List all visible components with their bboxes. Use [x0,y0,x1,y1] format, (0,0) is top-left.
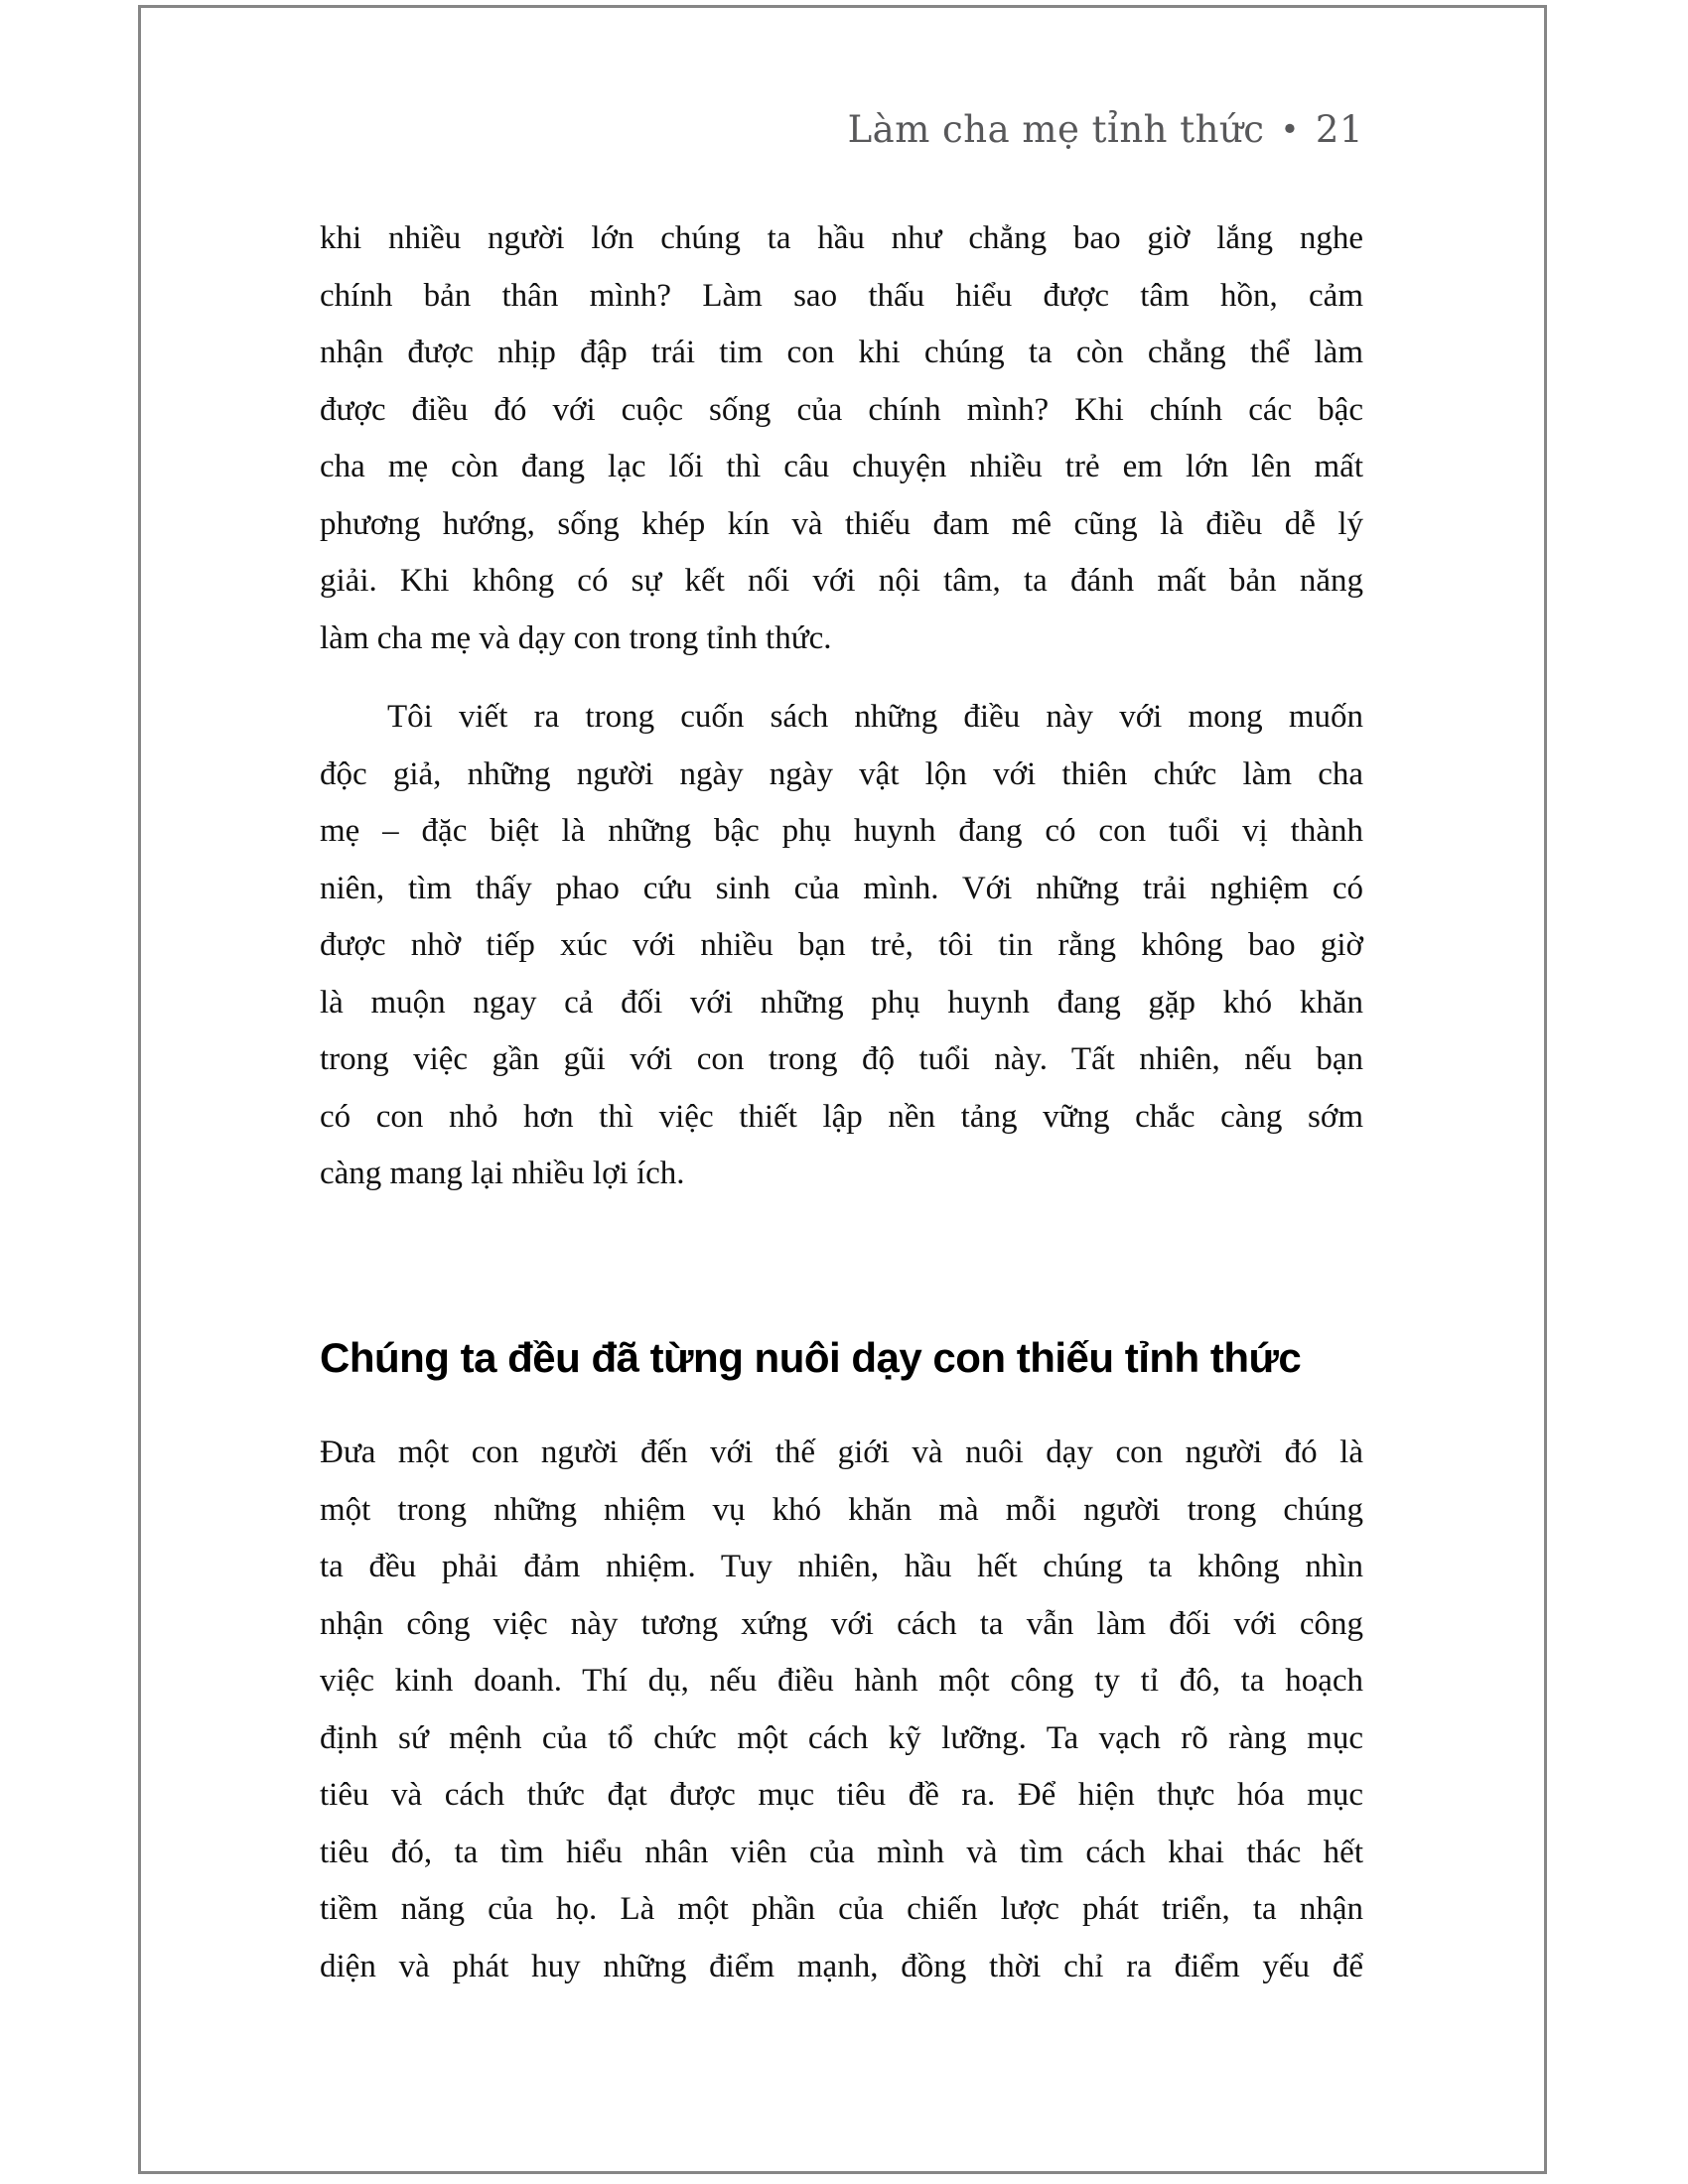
text-line: làm cha mẹ và dạy con trong tỉnh thức. [320,619,832,656]
text-line: định sứ mệnh của tổ chức một cách kỹ lưỡng. Ta vạch rõ ràng mục [320,1719,1363,1756]
separator-dot: • [1280,110,1300,148]
running-header [320,105,1363,154]
text-line: trong việc gần gũi với con trong độ tuổi này. Tất nhiên, nếu bạn [320,1041,1363,1077]
paragraph-1 [320,210,1363,667]
text-line: Tôi viết ra trong cuốn sách những điều này với mong muốn [387,699,1363,735]
text-line: diện và phát huy những điểm mạnh, đồng thời chỉ ra điểm yếu để [320,1948,1363,1984]
text-line: Đưa một con người đến với thế giới và nuôi dạy con người đó là [320,1434,1363,1470]
text-line: tiềm năng của họ. Là một phần của chiến lược phát triển, ta nhận [320,1891,1363,1927]
text-line: việc kinh doanh. Thí dụ, nếu điều hành một công ty tỉ đô, ta hoạch [320,1663,1363,1699]
text-line: chính bản thân mình? Làm sao thấu hiểu được tâm hồn, cảm [320,277,1363,314]
paragraph-2 [320,689,1363,1203]
text-line: khi nhiều người lớn chúng ta hầu như chẳng bao giờ lắng nghe [320,220,1363,256]
text-line: phương hướng, sống khép kín và thiếu đam mê cũng là điều dễ lý [320,505,1363,542]
text-line: cha mẹ còn đang lạc lối thì câu chuyện nhiều trẻ em lớn lên mất [320,449,1363,484]
text-line: tiêu đó, ta tìm hiểu nhân viên của mình và tìm cách khai thác hết [320,1834,1363,1870]
page-number: 21 [1315,108,1363,151]
text-line: niên, tìm thấy phao cứu sinh của mình. Với những trải nghiệm có [320,870,1363,906]
text-line: là muộn ngay cả đối với những phụ huynh đang gặp khó khăn [320,984,1363,1021]
book-title: Làm cha mẹ tỉnh thức [847,108,1265,151]
text-line: được điều đó với cuộc sống của chính mình? Khi chính các bậc [320,391,1363,428]
text-line: độc giả, những người ngày ngày vật lộn với thiên chức làm cha [320,755,1363,792]
text-line: mẹ – đặc biệt là những bậc phụ huynh đang có con tuổi vị thành [320,813,1363,849]
text-line: giải. Khi không có sự kết nối với nội tâm, ta đánh mất bản năng [320,563,1363,599]
text-line: nhận công việc này tương xứng với cách ta vẫn làm đối với công [320,1605,1363,1642]
text-line: tiêu và cách thức đạt được mục tiêu đề ra. Để hiện thực hóa mục [320,1777,1363,1813]
text-line: có con nhỏ hơn thì việc thiết lập nền tảng vững chắc càng sớm [320,1098,1363,1135]
text-line: được nhờ tiếp xúc với nhiều bạn trẻ, tôi tin rằng không bao giờ [320,927,1363,963]
section-heading: Chúng ta đều đã từng nuôi dạy con thiếu tỉnh thức [320,1334,1302,1381]
paragraph-3 [320,1425,1363,1995]
text-line: nhận được nhịp đập trái tim con khi chúng ta còn chẳng thể làm [320,335,1363,370]
text-line: ta đều phải đảm nhiệm. Tuy nhiên, hầu hết chúng ta không nhìn [320,1549,1363,1584]
text-line: càng mang lại nhiều lợi ích. [320,1156,685,1191]
text-line: một trong những nhiệm vụ khó khăn mà mỗi người trong chúng [320,1491,1363,1528]
